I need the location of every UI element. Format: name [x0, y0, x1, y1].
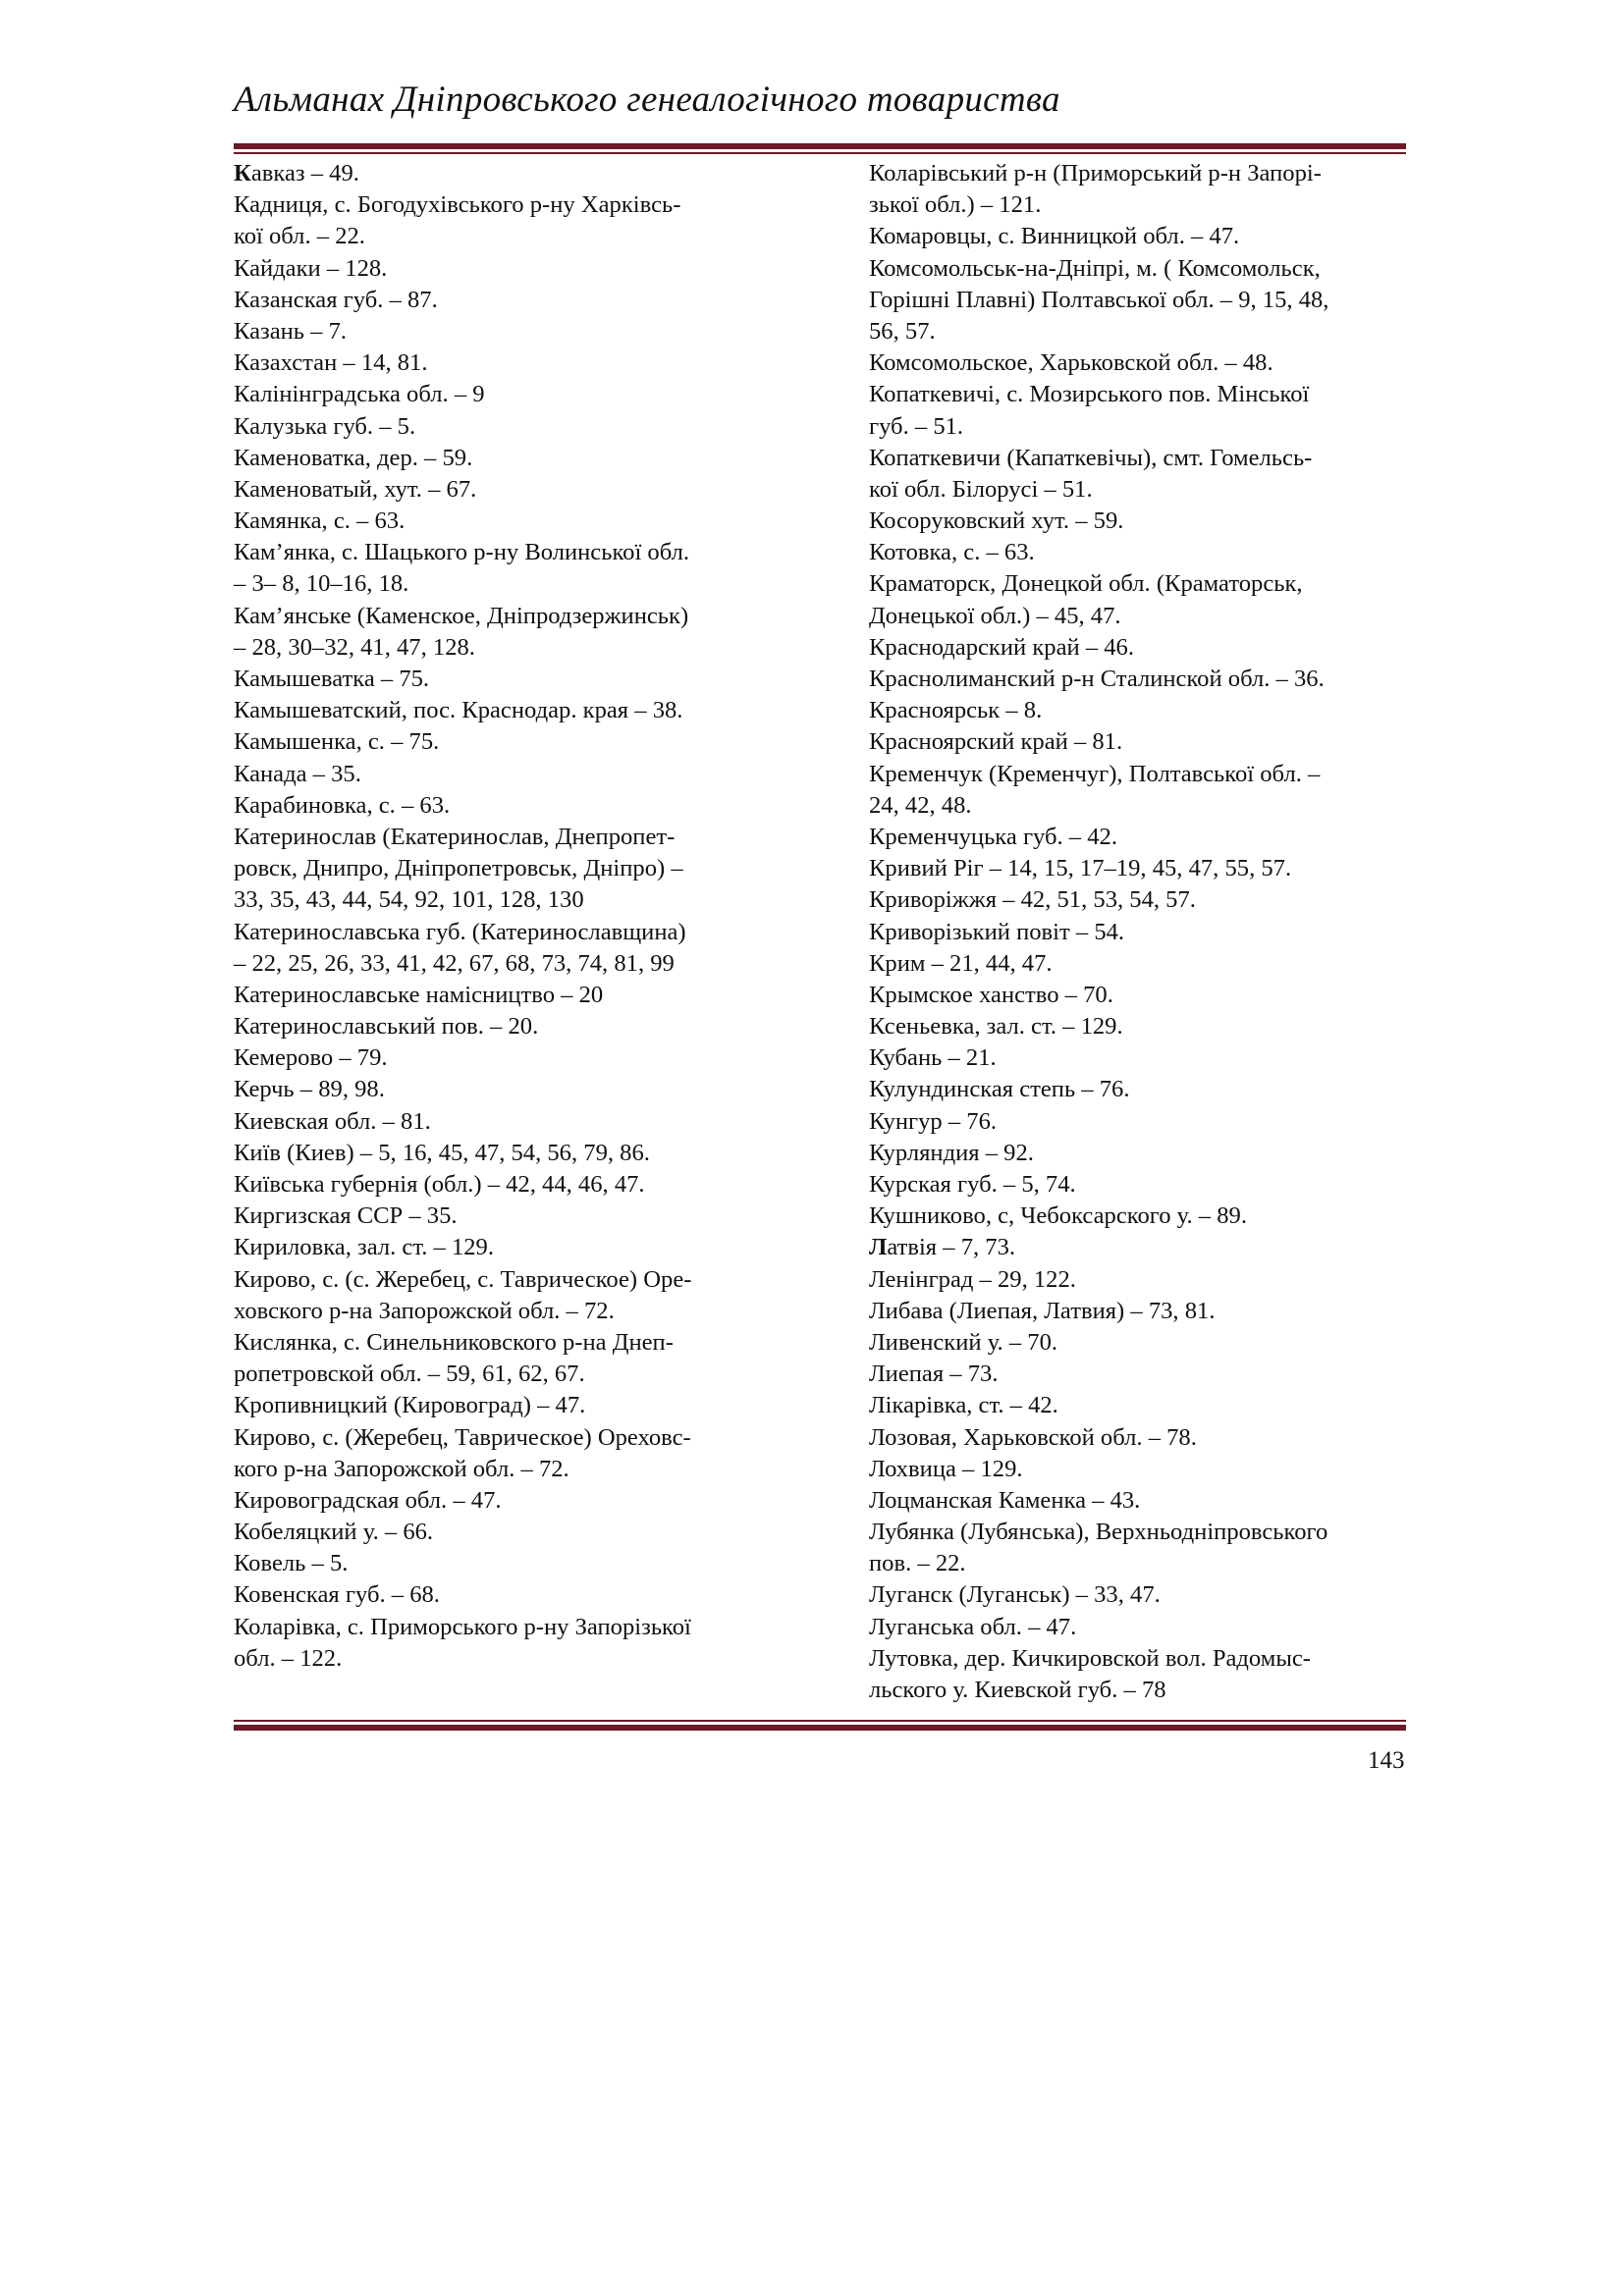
index-line: 24, 42, 48. — [869, 791, 972, 819]
footer-rule — [234, 1720, 1406, 1731]
index-column-left — [234, 158, 774, 1675]
index-line: Камышеватка – 75. — [234, 666, 430, 692]
index-line: льского у. Киевской губ. – 78 — [869, 1677, 1166, 1703]
index-line: Кобеляцкий у. – 66. — [234, 1519, 434, 1546]
index-line: Курская губ. – 5, 74. — [869, 1171, 1076, 1198]
index-line: обл. – 122. — [234, 1644, 343, 1672]
index-line: Казахстан – 14, 81. — [234, 349, 428, 377]
running-title: Альманах Дніпровського генеалогічного товариства — [234, 80, 1060, 120]
index-column-right — [869, 158, 1409, 1706]
letter-section-initial: Л — [869, 1234, 888, 1261]
index-line: Камышеватский, пос. Краснодар. края – 38. — [234, 697, 683, 724]
index-line: Керчь – 89, 98. — [234, 1076, 385, 1103]
index-line: Кислянка, с. Синельниковского р-на Днеп- — [234, 1328, 674, 1356]
index-line: Кайдаки – 128. — [234, 254, 388, 282]
index-line: Луганск (Луганськ) – 33, 47. — [869, 1581, 1161, 1609]
index-line: Лиепая – 73. — [869, 1361, 999, 1388]
index-line: Кубань – 21. — [869, 1044, 997, 1072]
index-line: Лозовая, Харьковской обл. – 78. — [869, 1423, 1197, 1451]
index-line: губ. – 51. — [869, 412, 964, 440]
index-line: Карабиновка, с. – 63. — [234, 791, 451, 819]
index-line: Катеринославське намісництво – 20 — [234, 981, 604, 1008]
index-line: Кропивницкий (Кировоград) – 47. — [234, 1392, 586, 1419]
index-line: Курляндия – 92. — [869, 1139, 1034, 1166]
index-line-text: атвія – 7, 73. — [887, 1234, 1016, 1261]
index-line: Катеринослав (Екатеринослав, Днепропет- — [234, 823, 676, 850]
index-line: Лікарівка, ст. – 42. — [869, 1392, 1058, 1419]
index-line: Лубянка (Лубянська), Верхньодніпровського — [869, 1519, 1328, 1546]
index-line: пов. – 22. — [869, 1550, 966, 1577]
index-line: Копаткевичі, с. Мозирського пов. Мінської — [869, 381, 1310, 408]
index-line-text: авказ – 49. — [250, 160, 359, 187]
index-line: Кременчук (Кременчуг), Полтавської обл. – — [869, 760, 1321, 787]
index-line: 33, 35, 43, 44, 54, 92, 101, 128, 130 — [234, 886, 584, 914]
index-line: Лохвица – 129. — [869, 1455, 1023, 1482]
index-line: ховского р-на Запорожской обл. – 72. — [234, 1297, 615, 1324]
index-line: Крымское ханство – 70. — [869, 981, 1113, 1008]
index-line: Косоруковский хут. – 59. — [869, 507, 1124, 535]
index-line: Комаровцы, с. Винницкой обл. – 47. — [869, 223, 1240, 250]
index-line: Ливенский у. – 70. — [869, 1328, 1058, 1356]
index-line: Криворізький повіт – 54. — [869, 918, 1125, 945]
index-line: Катеринославський пов. – 20. — [234, 1013, 539, 1041]
index-line: Краматорск, Донецкой обл. (Краматорськ, — [869, 570, 1303, 598]
index-line: – 3– 8, 10–16, 18. — [234, 570, 409, 598]
index-line: Донецької обл.) – 45, 47. — [869, 602, 1121, 629]
index-line: – 22, 25, 26, 33, 41, 42, 67, 68, 73, 74, 81, 99 — [234, 949, 675, 977]
index-line: Кривий Ріг – 14, 15, 17–19, 45, 47, 55, 57. — [869, 855, 1292, 882]
index-line: Кунгур – 76. — [869, 1107, 998, 1135]
index-line: кої обл. Білорусі – 51. — [869, 475, 1093, 503]
index-line: Калінінградська обл. – 9 — [234, 381, 485, 408]
index-line: Ковенская губ. – 68. — [234, 1581, 440, 1609]
index-line: Канада – 35. — [234, 760, 361, 787]
index-line: Кириловка, зал. ст. – 129. — [234, 1234, 495, 1261]
index-line: Коларівський р-н (Приморський р-н Запорі- — [869, 160, 1322, 187]
index-line: Комсомольское, Харьковской обл. – 48. — [869, 349, 1273, 377]
index-line: ропетровской обл. – 59, 61, 62, 67. — [234, 1361, 585, 1388]
index-line: Ковель – 5. — [234, 1550, 349, 1577]
index-line — [869, 1232, 1409, 1263]
index-line: Комсомольськ-на-Дніпрі, м. ( Комсомольск, — [869, 254, 1321, 282]
index-line: Кирово, с. (Жеребец, Таврическое) Ореховс- — [234, 1423, 691, 1451]
index-line: Каменоватый, хут. – 67. — [234, 475, 477, 503]
index-line: Красноярськ – 8. — [869, 697, 1043, 724]
index-line: Казань – 7. — [234, 317, 348, 345]
index-line: Київська губернія (обл.) – 42, 44, 46, 47. — [234, 1171, 645, 1198]
index-line: – 28, 30–32, 41, 47, 128. — [234, 633, 475, 661]
index-line: Краснолиманский р-н Сталинской обл. – 36. — [869, 666, 1325, 692]
index-line: Кадниця, с. Богодухівського р-ну Харківсь- — [234, 191, 681, 219]
header-rule — [234, 143, 1406, 154]
index-line: Ксеньевка, зал. ст. – 129. — [869, 1013, 1123, 1041]
index-line: Кирово, с. (с. Жеребец, с. Таврическое) Оре- — [234, 1265, 692, 1293]
index-line — [234, 158, 774, 189]
index-line: Ленінград – 29, 122. — [869, 1265, 1076, 1293]
index-line: зької обл.) – 121. — [869, 191, 1042, 219]
index-line: Лутовка, дер. Кичкировской вол. Радомыс- — [869, 1644, 1311, 1672]
index-line: Лоцманская Каменка – 43. — [869, 1486, 1141, 1514]
index-line: Казанская губ. – 87. — [234, 286, 438, 313]
index-line: Коларівка, с. Приморського р-ну Запорізької — [234, 1613, 691, 1640]
index-line: Котовка, с. – 63. — [869, 539, 1035, 566]
index-line: Красноярский край – 81. — [869, 728, 1123, 756]
index-line: Кам’янське (Каменское, Дніпродзержинськ) — [234, 602, 689, 629]
index-line: Калузька губ. – 5. — [234, 412, 416, 440]
index-line: Камышенка, с. – 75. — [234, 728, 440, 756]
index-line: Кемерово – 79. — [234, 1044, 388, 1072]
index-line: Кременчуцька губ. – 42. — [869, 823, 1117, 850]
index-line: Краснодарский край – 46. — [869, 633, 1135, 661]
index-line: Камянка, с. – 63. — [234, 507, 406, 535]
index-line: Кушниково, с, Чебоксарского у. – 89. — [869, 1202, 1247, 1230]
index-line: Кам’янка, с. Шацького р-ну Волинської обл. — [234, 539, 690, 566]
index-line: Кировоградская обл. – 47. — [234, 1486, 502, 1514]
index-line: Каменоватка, дер. – 59. — [234, 444, 473, 471]
index-line: Луганська обл. – 47. — [869, 1613, 1077, 1640]
letter-section-initial: К — [234, 160, 251, 187]
index-line: Кулундинская степь – 76. — [869, 1076, 1130, 1103]
index-line: Копаткевичи (Капаткевічы), смт. Гомельсь- — [869, 444, 1313, 471]
index-line: Київ (Киев) – 5, 16, 45, 47, 54, 56, 79, 86. — [234, 1139, 650, 1166]
page-number: 143 — [1368, 1747, 1405, 1774]
index-line: Горішні Плавні) Полтавської обл. – 9, 15, 48, — [869, 286, 1329, 313]
index-line: Криворіжжя – 42, 51, 53, 54, 57. — [869, 886, 1196, 914]
index-line: Либава (Лиепая, Латвия) – 73, 81. — [869, 1297, 1216, 1324]
index-line: Киргизская ССР – 35. — [234, 1202, 458, 1230]
index-line: кого р-на Запорожской обл. – 72. — [234, 1455, 569, 1482]
index-line: ровск, Днипро, Дніпропетровськ, Дніпро) – — [234, 855, 683, 882]
index-line: кої обл. – 22. — [234, 223, 365, 250]
index-line: Катеринославська губ. (Катеринославщина) — [234, 918, 686, 945]
index-line: Киевская обл. – 81. — [234, 1107, 431, 1135]
index-line: Крим – 21, 44, 47. — [869, 949, 1053, 977]
index-line: 56, 57. — [869, 317, 936, 345]
